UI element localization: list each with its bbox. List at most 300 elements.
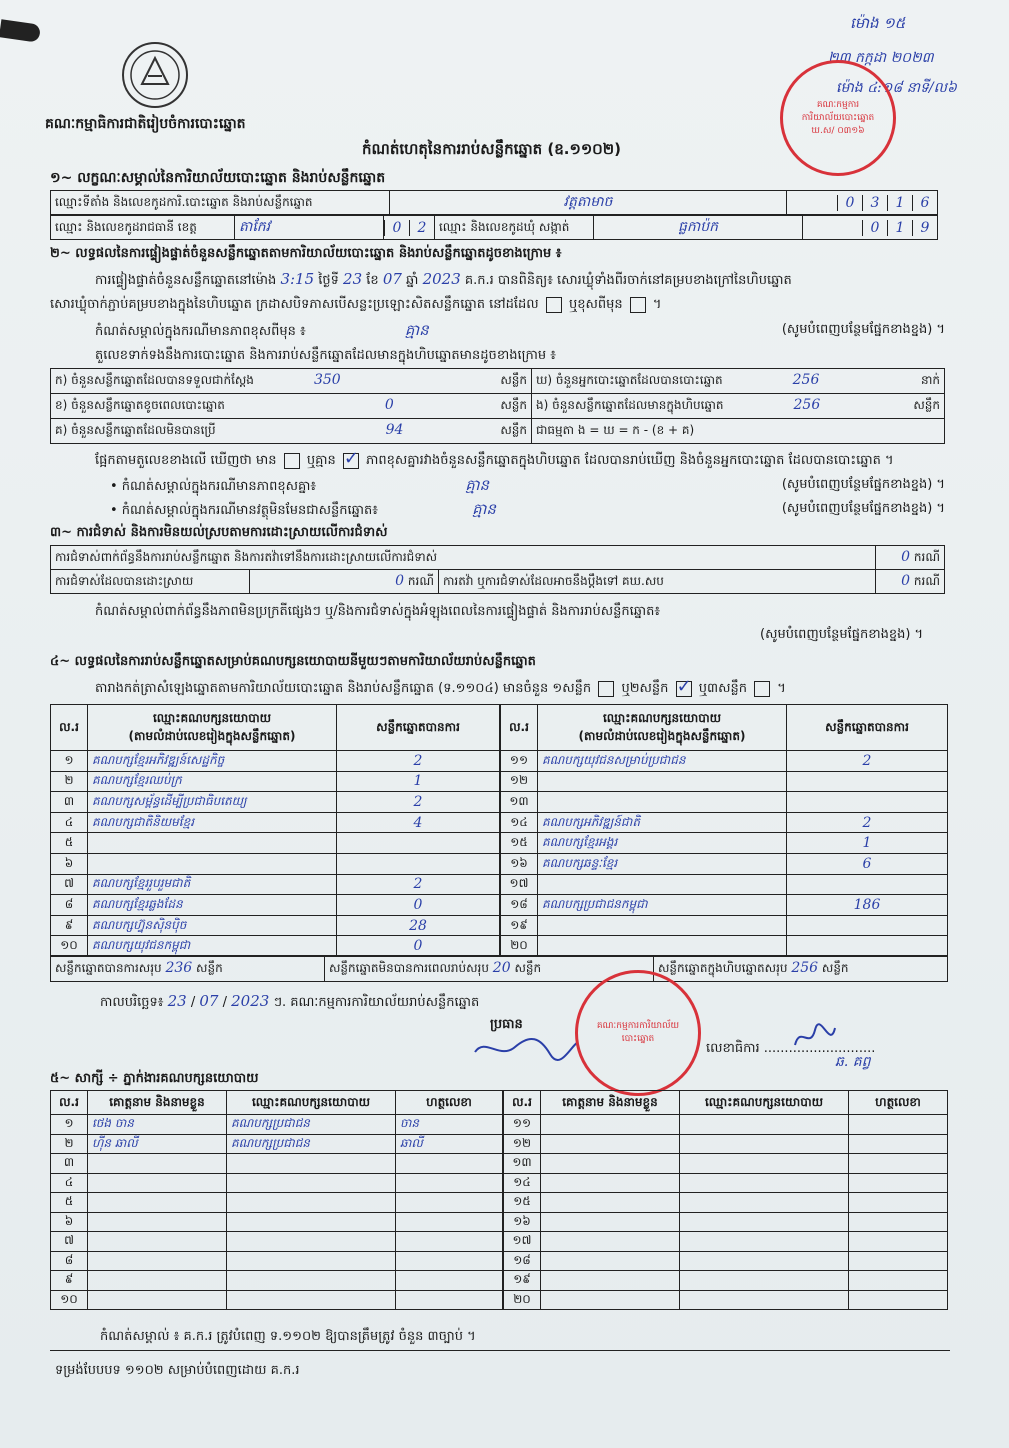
- result-votes: 4: [337, 812, 500, 833]
- seal-line: សោរឃ្លុំចាក់ភ្ជាប់គម្របខាងក្នុងនៃហិបឆ្នោត ក្រដាសបិទភាសបើសន្លះប្រឡោះសិតសន្លឹកឆ្នោត នៅដដែល ឬខុសពីមុន ។: [50, 297, 662, 312]
- col-party: [538, 705, 787, 751]
- result-no: ១២: [501, 771, 538, 792]
- result-votes: [787, 771, 948, 792]
- spoiled-value: 0: [384, 397, 394, 413]
- result-row: [501, 812, 948, 833]
- witness-row: [504, 1134, 948, 1154]
- result-row: [51, 874, 500, 895]
- fill-note-2: (សូមបំពេញបន្ថែមផ្នែកខាងខ្នង) ។: [781, 477, 945, 492]
- result-votes: 2: [787, 812, 948, 833]
- result-votes: 2: [787, 751, 948, 772]
- witness-no: ១៨: [504, 1251, 541, 1271]
- verify-month-label: ខែ: [366, 273, 379, 288]
- witness-table-left: [50, 1090, 503, 1310]
- result-row: [501, 833, 948, 854]
- witness-party: [227, 1193, 396, 1213]
- same-checkbox[interactable]: [546, 297, 562, 313]
- result-no: ៩: [51, 915, 88, 936]
- witness-name: [541, 1251, 680, 1271]
- result-no: ១៤: [501, 812, 538, 833]
- secretary-label: លេខាធិការ: [706, 1041, 760, 1056]
- commune-label: ឈ្មោះ និងលេខកូដឃុំ សង្កាត់: [435, 216, 594, 240]
- witness-signature: [849, 1154, 948, 1174]
- in-box-row: [532, 394, 945, 419]
- result-row: [501, 915, 948, 936]
- stamp-text-top: គណៈកម្មការការិយាល័យបោះឆ្នោត ឃ.ស/ ០៣១៦: [801, 99, 875, 136]
- col-party-line1: ឈ្មោះគណបក្សនយោបាយ: [602, 710, 722, 725]
- witness-signature: [849, 1134, 948, 1154]
- verify-year-label: ឆ្នាំ: [406, 273, 419, 288]
- witness-no: ២: [51, 1134, 88, 1154]
- unused-unit: សន្លឹក: [500, 423, 527, 437]
- compare-rest: ភាពខុសគ្នារវាងចំនួនសន្លឹកឆ្នោតក្នុងហិបឆ្នោត ដែលបានរាប់ឃើញ និងចំនួនអ្នកបោះឆ្នោត ដែលបានបោះឆ្នោត ។: [366, 453, 894, 468]
- top-note: ម៉ោង ១៥: [850, 14, 906, 32]
- result-no: ៧: [51, 874, 88, 895]
- different-checkbox[interactable]: [630, 297, 646, 313]
- witness-row: [504, 1173, 948, 1193]
- in-box-unit: សន្លឹក: [913, 398, 940, 412]
- witness-party: [680, 1232, 849, 1252]
- witness-no: ១: [51, 1115, 88, 1135]
- total-valid-label: សន្លឹកឆ្នោតបានការសរុប: [55, 960, 162, 975]
- no-difference-label: ឬគ្មាន: [306, 453, 336, 468]
- stamp-text-bottom: គណៈកម្មការការិយាល័យបោះឆ្នោត: [596, 1021, 680, 1044]
- result-votes: [787, 792, 948, 813]
- divider: [50, 1350, 950, 1351]
- witness-row: [51, 1193, 503, 1213]
- total-invalid-value: 20: [492, 959, 511, 976]
- witness-row: [504, 1251, 948, 1271]
- witness-name: ថេង ចាន: [88, 1115, 227, 1135]
- difference-note-label: កំណត់សម្គាល់ក្នុងករណីមានភាពខុសពីមុន ៖: [95, 324, 306, 339]
- objections-table: [50, 545, 945, 594]
- witness-party: គណបក្សប្រជាជន: [227, 1134, 396, 1154]
- tally-intro: តារាងកត់ត្រាសំឡេងឆ្នោតតាមការិយាល័យបោះឆ្នោត និងរាប់សន្លឹកឆ្នោត (ទ.១១០៤) មានចំនួន ១សន្លឹក: [95, 681, 592, 696]
- result-votes: 2: [337, 792, 500, 813]
- fill-note-4: (សូមបំពេញបន្ថែមផ្នែកខាងខ្នង) ។: [760, 627, 924, 642]
- result-party: គណបក្សជាតិនិយមខ្មែរ: [88, 812, 337, 833]
- spoiled-row: [51, 394, 532, 419]
- result-row: [501, 874, 948, 895]
- witness-name: [541, 1290, 680, 1310]
- result-row: [51, 853, 500, 874]
- witness-name: [541, 1134, 680, 1154]
- result-party: គណបក្សហ្វ៊ុនស៊ិនប៉ិច: [88, 915, 337, 936]
- witness-name: [88, 1232, 227, 1252]
- received-value: 350: [313, 372, 341, 388]
- location-code-digit: 6: [912, 195, 937, 211]
- witness-party: [227, 1290, 396, 1310]
- witness-party: [227, 1173, 396, 1193]
- no-difference-checkbox[interactable]: [343, 447, 359, 469]
- secretary-signature: [790, 1020, 840, 1056]
- witness-name: [88, 1212, 227, 1232]
- witness-party: [227, 1232, 396, 1252]
- received-label: ក) ចំនួនសន្លឹកឆ្នោតដែលបានទទួលជាក់ស្តែង: [55, 373, 254, 387]
- location-code-digit: 3: [862, 195, 887, 211]
- witness-signature: ចាន: [396, 1115, 503, 1135]
- result-votes: 2: [337, 751, 500, 772]
- footnote: កំណត់សម្គាល់ ៖ គ.ក.រ ត្រូវបំពេញ ទ.១១០២ ឱ្យបានត្រឹមត្រូវ ចំនួន ៣ច្បាប់ ។: [100, 1329, 476, 1344]
- result-party: [538, 936, 787, 957]
- witness-name: [541, 1271, 680, 1291]
- result-row: [501, 853, 948, 874]
- fill-note-1: (សូមបំពេញបន្ថែមផ្នែកខាងខ្នង) ។: [781, 322, 945, 337]
- result-party: [538, 771, 787, 792]
- witness-row: [51, 1212, 503, 1232]
- col-votes: សន្លឹកឆ្នោតបានការ: [337, 705, 500, 751]
- irregularity-note: កំណត់សម្គាល់ពាក់ព័ន្ធនឹងភាពមិនប្រក្រតីផ្សេងៗ ឬ/និងការជំទាស់ក្នុងអំឡុងពេលនៃការផ្ទៀងផ្ទាត់ និងការរាប់សន្លឹកឆ្នោត៖: [95, 604, 661, 619]
- province-label: ឈ្មោះ និងលេខកូដរាជធានី ខេត្ត: [51, 216, 235, 240]
- result-votes: 0: [337, 895, 500, 916]
- witness-col-party: ឈ្មោះគណបក្សនយោបាយ: [227, 1091, 396, 1115]
- result-row: [501, 895, 948, 916]
- voters-value: 256: [792, 372, 820, 388]
- official-stamp-bottom: [575, 970, 701, 1096]
- location-label: ឈ្មោះទីតាំង និងលេខកូដការិ.បោះឆ្នោត និងរាប់សន្លឹកឆ្នោត: [51, 191, 390, 215]
- fill-note-3: (សូមបំពេញបន្ថែមផ្នែកខាងខ្នង) ។: [781, 501, 945, 516]
- witness-row: [51, 1232, 503, 1252]
- result-votes: [787, 874, 948, 895]
- section3-title: ៣~ ការជំទាស់ និងការមិនយល់ស្របតាមការដោះស្រាយលើការជំទាស់: [50, 525, 388, 540]
- witness-row: [504, 1271, 948, 1291]
- verify-month: 07: [382, 270, 402, 288]
- witness-signature: [849, 1232, 948, 1252]
- result-no: ១៨: [501, 895, 538, 916]
- three-sheets-checkbox[interactable]: [754, 681, 770, 697]
- different-label: ឬខុសពីមុន: [568, 297, 623, 312]
- province-code: [384, 216, 435, 240]
- witness-row: [51, 1251, 503, 1271]
- result-votes: [337, 833, 500, 854]
- location-value: វត្តតាមាច: [390, 191, 787, 215]
- two-sheets-label: ឬ២សន្លឹក: [621, 681, 669, 696]
- result-row: [501, 792, 948, 813]
- witness-signature: [849, 1290, 948, 1310]
- result-party: គណបក្សយុវជនសម្រាប់ប្រជាជន: [538, 751, 787, 772]
- witness-party: [680, 1251, 849, 1271]
- witness-signature: [849, 1251, 948, 1271]
- total-valid-cell: [51, 956, 325, 982]
- result-votes: 1: [787, 833, 948, 854]
- result-row: [501, 751, 948, 772]
- in-box-label: ង) ចំនួនសន្លឹកឆ្នោតដែលមានក្នុងហិបឆ្នោត: [536, 398, 724, 412]
- witness-table-right: [503, 1090, 948, 1310]
- witness-signature: [396, 1251, 503, 1271]
- section1-table-row2: [50, 215, 938, 240]
- result-no: ៤: [51, 812, 88, 833]
- total-invalid-cell: [325, 956, 654, 982]
- two-sheets-checkbox[interactable]: [676, 675, 692, 697]
- witness-name: [541, 1115, 680, 1135]
- witness-signature: [849, 1173, 948, 1193]
- witness-signature: [396, 1154, 503, 1174]
- result-party: [538, 874, 787, 895]
- result-party: គណបក្សខ្មែរឆ្លងដែន: [88, 895, 337, 916]
- date-day: 23: [167, 992, 187, 1010]
- result-party: គណបក្សយុវជនកម្ពុជា: [88, 936, 337, 957]
- witness-signature: [396, 1173, 503, 1193]
- witness-name: [541, 1154, 680, 1174]
- result-party: គណបក្សឆន្ទៈខ្មែរ: [538, 853, 787, 874]
- received-unit: សន្លឹក: [500, 373, 527, 387]
- section4-title: ៤~ លទ្ធផលនៃការរាប់សន្លឹកឆ្នោតសម្រាប់គណបក្សនយោបាយនីមួយៗតាមការិយាល័យរាប់សន្លឹកឆ្នោត: [50, 654, 536, 669]
- witness-signature: [396, 1290, 503, 1310]
- col-party-line1: ឈ្មោះគណបក្សនយោបាយ: [152, 710, 272, 725]
- result-row: [51, 751, 500, 772]
- location-code-digit: 1: [887, 195, 912, 211]
- received-row: [51, 369, 532, 394]
- three-sheets-label: ឬ៣សន្លឹក: [698, 681, 747, 696]
- witness-no: ១៧: [504, 1232, 541, 1252]
- result-no: ១៥: [501, 833, 538, 854]
- result-votes: [337, 853, 500, 874]
- result-party: [88, 853, 337, 874]
- unused-value: 94: [385, 422, 404, 438]
- result-party: គណបក្សខ្មែរអភិវឌ្ឍន៍សេដ្ឋកិច្ច: [88, 751, 337, 772]
- col-party: [88, 705, 337, 751]
- witness-col-no: ល.រ: [51, 1091, 88, 1115]
- witness-col-name: គោត្តនាម និងនាមខ្លួន: [541, 1091, 680, 1115]
- witness-name: [541, 1193, 680, 1213]
- witness-name: [541, 1212, 680, 1232]
- province-value: តាកែវ: [235, 216, 384, 240]
- voters-row: [532, 369, 945, 394]
- resolved-label: ការជំទាស់ដែលបានដោះស្រាយ: [51, 570, 250, 594]
- result-votes: 28: [337, 915, 500, 936]
- total-valid-value: 236: [165, 959, 193, 976]
- case-unit: ករណី: [913, 573, 940, 588]
- bullet1-line: [110, 476, 945, 498]
- spoiled-label: ខ) ចំនួនសន្លឹកឆ្នោតខូចពេលបោះឆ្នោត: [55, 398, 225, 412]
- unused-row: [51, 419, 532, 444]
- bullet2-label: • កំណត់សម្គាល់ក្នុងករណីមានវត្ថុមិនមែនជាសន្លឹកឆ្នោត៖: [110, 503, 378, 518]
- date-label: កាលបរិច្ឆេទ៖: [100, 995, 164, 1010]
- case-unit: ករណី: [913, 549, 940, 564]
- total-invalid-label: សន្លឹកឆ្នោតមិនបានការពេលរាប់សរុប: [329, 960, 489, 975]
- witness-party: [227, 1154, 396, 1174]
- result-no: ១៧: [501, 874, 538, 895]
- witness-no: ២០: [504, 1290, 541, 1310]
- corner-mark: [0, 19, 41, 42]
- province-code-digit: 2: [409, 220, 434, 236]
- witness-signature: [849, 1193, 948, 1213]
- difference-note-line: [95, 321, 945, 343]
- witness-row: [51, 1115, 503, 1135]
- witness-party: [227, 1271, 396, 1291]
- witness-signature: [396, 1212, 503, 1232]
- compare-line: [95, 447, 894, 471]
- verify-year: 2023: [422, 270, 461, 288]
- col-party-line2: (តាមលំដាប់លេខរៀងក្នុងសន្លឹកឆ្នោត): [578, 728, 746, 743]
- result-row: [51, 812, 500, 833]
- verify-pre: ការផ្ទៀងផ្ទាត់ចំនួនសន្លឹកឆ្នោតនៅម៉ោង: [95, 273, 277, 288]
- committee-label: ៗ. គណៈកម្មការការិយាល័យរាប់សន្លឹកឆ្នោត: [273, 995, 480, 1010]
- result-row: [51, 895, 500, 916]
- result-row: [501, 771, 948, 792]
- commune-code-digit: 1: [887, 220, 912, 236]
- case-unit: ករណី: [407, 573, 434, 588]
- voters-label: ឃ) ចំនួនអ្នកបោះឆ្នោតដែលបានបោះឆ្នោត: [536, 373, 723, 387]
- emblem-logo: [120, 40, 190, 110]
- result-no: ៣: [51, 792, 88, 813]
- result-party: [88, 833, 337, 854]
- verify-day-label: ថ្ងៃទី: [318, 273, 339, 288]
- result-no: ១៦: [501, 853, 538, 874]
- result-row: [51, 936, 500, 957]
- result-party: [538, 792, 787, 813]
- formula-row: [532, 419, 945, 444]
- verify-day: 23: [343, 270, 363, 288]
- figures-intro: តួលេខទាក់ទងនឹងការបោះឆ្នោត និងការរាប់សន្លឹកឆ្នោតដែលមានក្នុងហិបឆ្នោតមានដូចខាងក្រោម ៖: [95, 348, 556, 363]
- committee-name: គណៈកម្មាធិការជាតិរៀបចំការបោះឆ្នោត: [45, 116, 246, 132]
- check-mark-icon: ✓: [676, 675, 692, 697]
- ballot-figures-table: [50, 368, 945, 444]
- witness-party: [680, 1290, 849, 1310]
- witness-name: [541, 1232, 680, 1252]
- has-difference-checkbox[interactable]: [284, 453, 300, 469]
- result-no: ១៩: [501, 915, 538, 936]
- total-box-unit: សន្លឹក: [821, 960, 849, 975]
- witness-name: [88, 1290, 227, 1310]
- bullet1-label: • កំណត់សម្គាល់ក្នុងករណីមានភាពខុសគ្នា៖: [110, 479, 317, 494]
- form-title: កំណត់ហេតុនៃការរាប់សន្លឹកឆ្នោត (ឧ.១១០២): [362, 140, 622, 158]
- compare-label: ផ្អែកតាមតួលេខខាងលើ ឃើញថា មាន: [95, 453, 277, 468]
- witness-row: [51, 1173, 503, 1193]
- commune-code-digit: 0: [862, 220, 887, 236]
- difference-note-value: គ្មាន: [404, 321, 429, 339]
- witness-row: [504, 1193, 948, 1213]
- spoiled-unit: សន្លឹក: [500, 398, 527, 412]
- results-table-right: [500, 704, 948, 957]
- witness-col-party: ឈ្មោះគណបក្សនយោបាយ: [680, 1091, 849, 1115]
- location-code-digit: 0: [837, 195, 862, 211]
- result-party: គណបក្សសម្ព័ន្ធដើម្បីប្រជាធិបតេយ្យ: [88, 792, 337, 813]
- witness-name: [88, 1251, 227, 1271]
- witness-name: [88, 1154, 227, 1174]
- witness-no: ៧: [51, 1232, 88, 1252]
- result-party: [538, 915, 787, 936]
- appeal-count: [875, 570, 944, 594]
- result-row: [51, 833, 500, 854]
- commune-code-digit: 9: [912, 220, 937, 236]
- col-no: ល.រ: [51, 705, 88, 751]
- result-votes: [787, 936, 948, 957]
- witness-signature: [849, 1212, 948, 1232]
- section1-table: [50, 190, 938, 215]
- witness-col-sign: ហត្ថលេខា: [849, 1091, 948, 1115]
- result-votes: 1: [337, 771, 500, 792]
- date-month: 07: [199, 992, 219, 1010]
- objections-count: [875, 546, 944, 570]
- result-row: [51, 915, 500, 936]
- bullet1-value: គ្មាន: [465, 476, 489, 494]
- witness-party: [680, 1115, 849, 1135]
- witness-name: [88, 1271, 227, 1291]
- resolved-value: 0: [395, 572, 405, 589]
- witness-signature: [849, 1271, 948, 1291]
- result-no: ២០: [501, 936, 538, 957]
- witness-party: [680, 1154, 849, 1174]
- witness-no: ១៩: [504, 1271, 541, 1291]
- commune-code: [803, 216, 938, 240]
- result-row: [51, 792, 500, 813]
- witness-signature: [396, 1271, 503, 1291]
- witness-no: ៤: [51, 1173, 88, 1193]
- witness-col-no: ល.រ: [504, 1091, 541, 1115]
- results-table-left: [50, 704, 500, 957]
- result-no: ៥: [51, 833, 88, 854]
- check-mark-icon: ✓: [343, 447, 359, 469]
- date-year: 2023: [231, 992, 270, 1010]
- official-stamp-top: [780, 60, 896, 176]
- location-code: [787, 191, 938, 215]
- result-votes: 186: [787, 895, 948, 916]
- witness-col-sign: ហត្ថលេខា: [396, 1091, 503, 1115]
- witness-no: ៩: [51, 1271, 88, 1291]
- total-valid-unit: សន្លឹក: [196, 960, 223, 975]
- result-no: ១០: [51, 936, 88, 957]
- witness-name: [88, 1173, 227, 1193]
- commune-value: ធ្លកាប៉ក: [594, 216, 803, 240]
- one-sheet-checkbox[interactable]: [598, 681, 614, 697]
- witness-no: ៦: [51, 1212, 88, 1232]
- result-no: ៨: [51, 895, 88, 916]
- seal-text: សោរឃ្លុំចាក់ភ្ជាប់គម្របខាងក្នុងនៃហិបឆ្នោត ក្រដាសបិទភាសបើសន្លះប្រឡោះសិតសន្លឹកឆ្នោត នៅដដែល: [50, 297, 539, 312]
- witness-no: ១១: [504, 1115, 541, 1135]
- result-party: គណបក្សប្រជាជនកម្ពុជា: [538, 895, 787, 916]
- witness-party: [680, 1212, 849, 1232]
- voters-unit: នាក់: [920, 373, 940, 387]
- witness-party: [227, 1251, 396, 1271]
- result-party: គណបក្សខ្មែរអង្គរ: [538, 833, 787, 854]
- result-row: [51, 771, 500, 792]
- result-no: ៦: [51, 853, 88, 874]
- verify-time: 3:15: [280, 270, 315, 288]
- section5-title: ៥~ សាក្សី ÷ ភ្នាក់ងារគណបក្សនយោបាយ: [50, 1071, 259, 1086]
- witness-row: [504, 1115, 948, 1135]
- bullet2-line: [110, 500, 945, 522]
- witness-no: ៨: [51, 1251, 88, 1271]
- form-template-note: ទម្រង់បែបបទ ១១០២ សម្រាប់បំពេញដោយ គ.ក.រ: [55, 1363, 300, 1378]
- unused-label: គ) ចំនួនសន្លឹកឆ្នោតដែលមិនបានប្រើ: [55, 423, 216, 437]
- witness-no: ១៣: [504, 1154, 541, 1174]
- total-box-label: សន្លឹកឆ្នោតក្នុងហិបឆ្នោតសរុប: [658, 960, 788, 975]
- result-no: ១៣: [501, 792, 538, 813]
- witness-row: [504, 1290, 948, 1310]
- result-no: ១: [51, 751, 88, 772]
- section2-title: ២~ លទ្ធផលនៃការផ្ទៀងផ្ទាត់ចំនួនសន្លឹកឆ្នោតតាមការិយាល័យបោះឆ្នោត និងរាប់សន្លឹកឆ្នោតដូចខាងក្រោម ៖: [50, 246, 562, 261]
- col-party-line2: (តាមលំដាប់លេខរៀងក្នុងសន្លឹកឆ្នោត): [128, 728, 296, 743]
- witness-no: ១៥: [504, 1193, 541, 1213]
- result-votes: 0: [337, 936, 500, 957]
- chair-signature: [470, 1032, 580, 1062]
- total-invalid-unit: សន្លឹក: [514, 960, 542, 975]
- witness-no: ១៦: [504, 1212, 541, 1232]
- witness-signature: [396, 1232, 503, 1252]
- witness-row: [504, 1154, 948, 1174]
- witness-no: ១២: [504, 1134, 541, 1154]
- total-box-cell: [654, 956, 948, 982]
- chair-label: ប្រធាន: [490, 1017, 523, 1032]
- witness-party: [680, 1193, 849, 1213]
- result-no: ១១: [501, 751, 538, 772]
- verify-post: គ.ក.រ បានពិនិត្យ៖ សោរឃ្លុំទាំងពីរចាក់នៅគម្របខាងក្រៅនៃហិបឆ្នោត: [464, 273, 792, 288]
- col-no: ល.រ: [501, 705, 538, 751]
- witness-signature: [396, 1193, 503, 1213]
- witness-party: [680, 1173, 849, 1193]
- witness-no: ១០: [51, 1290, 88, 1310]
